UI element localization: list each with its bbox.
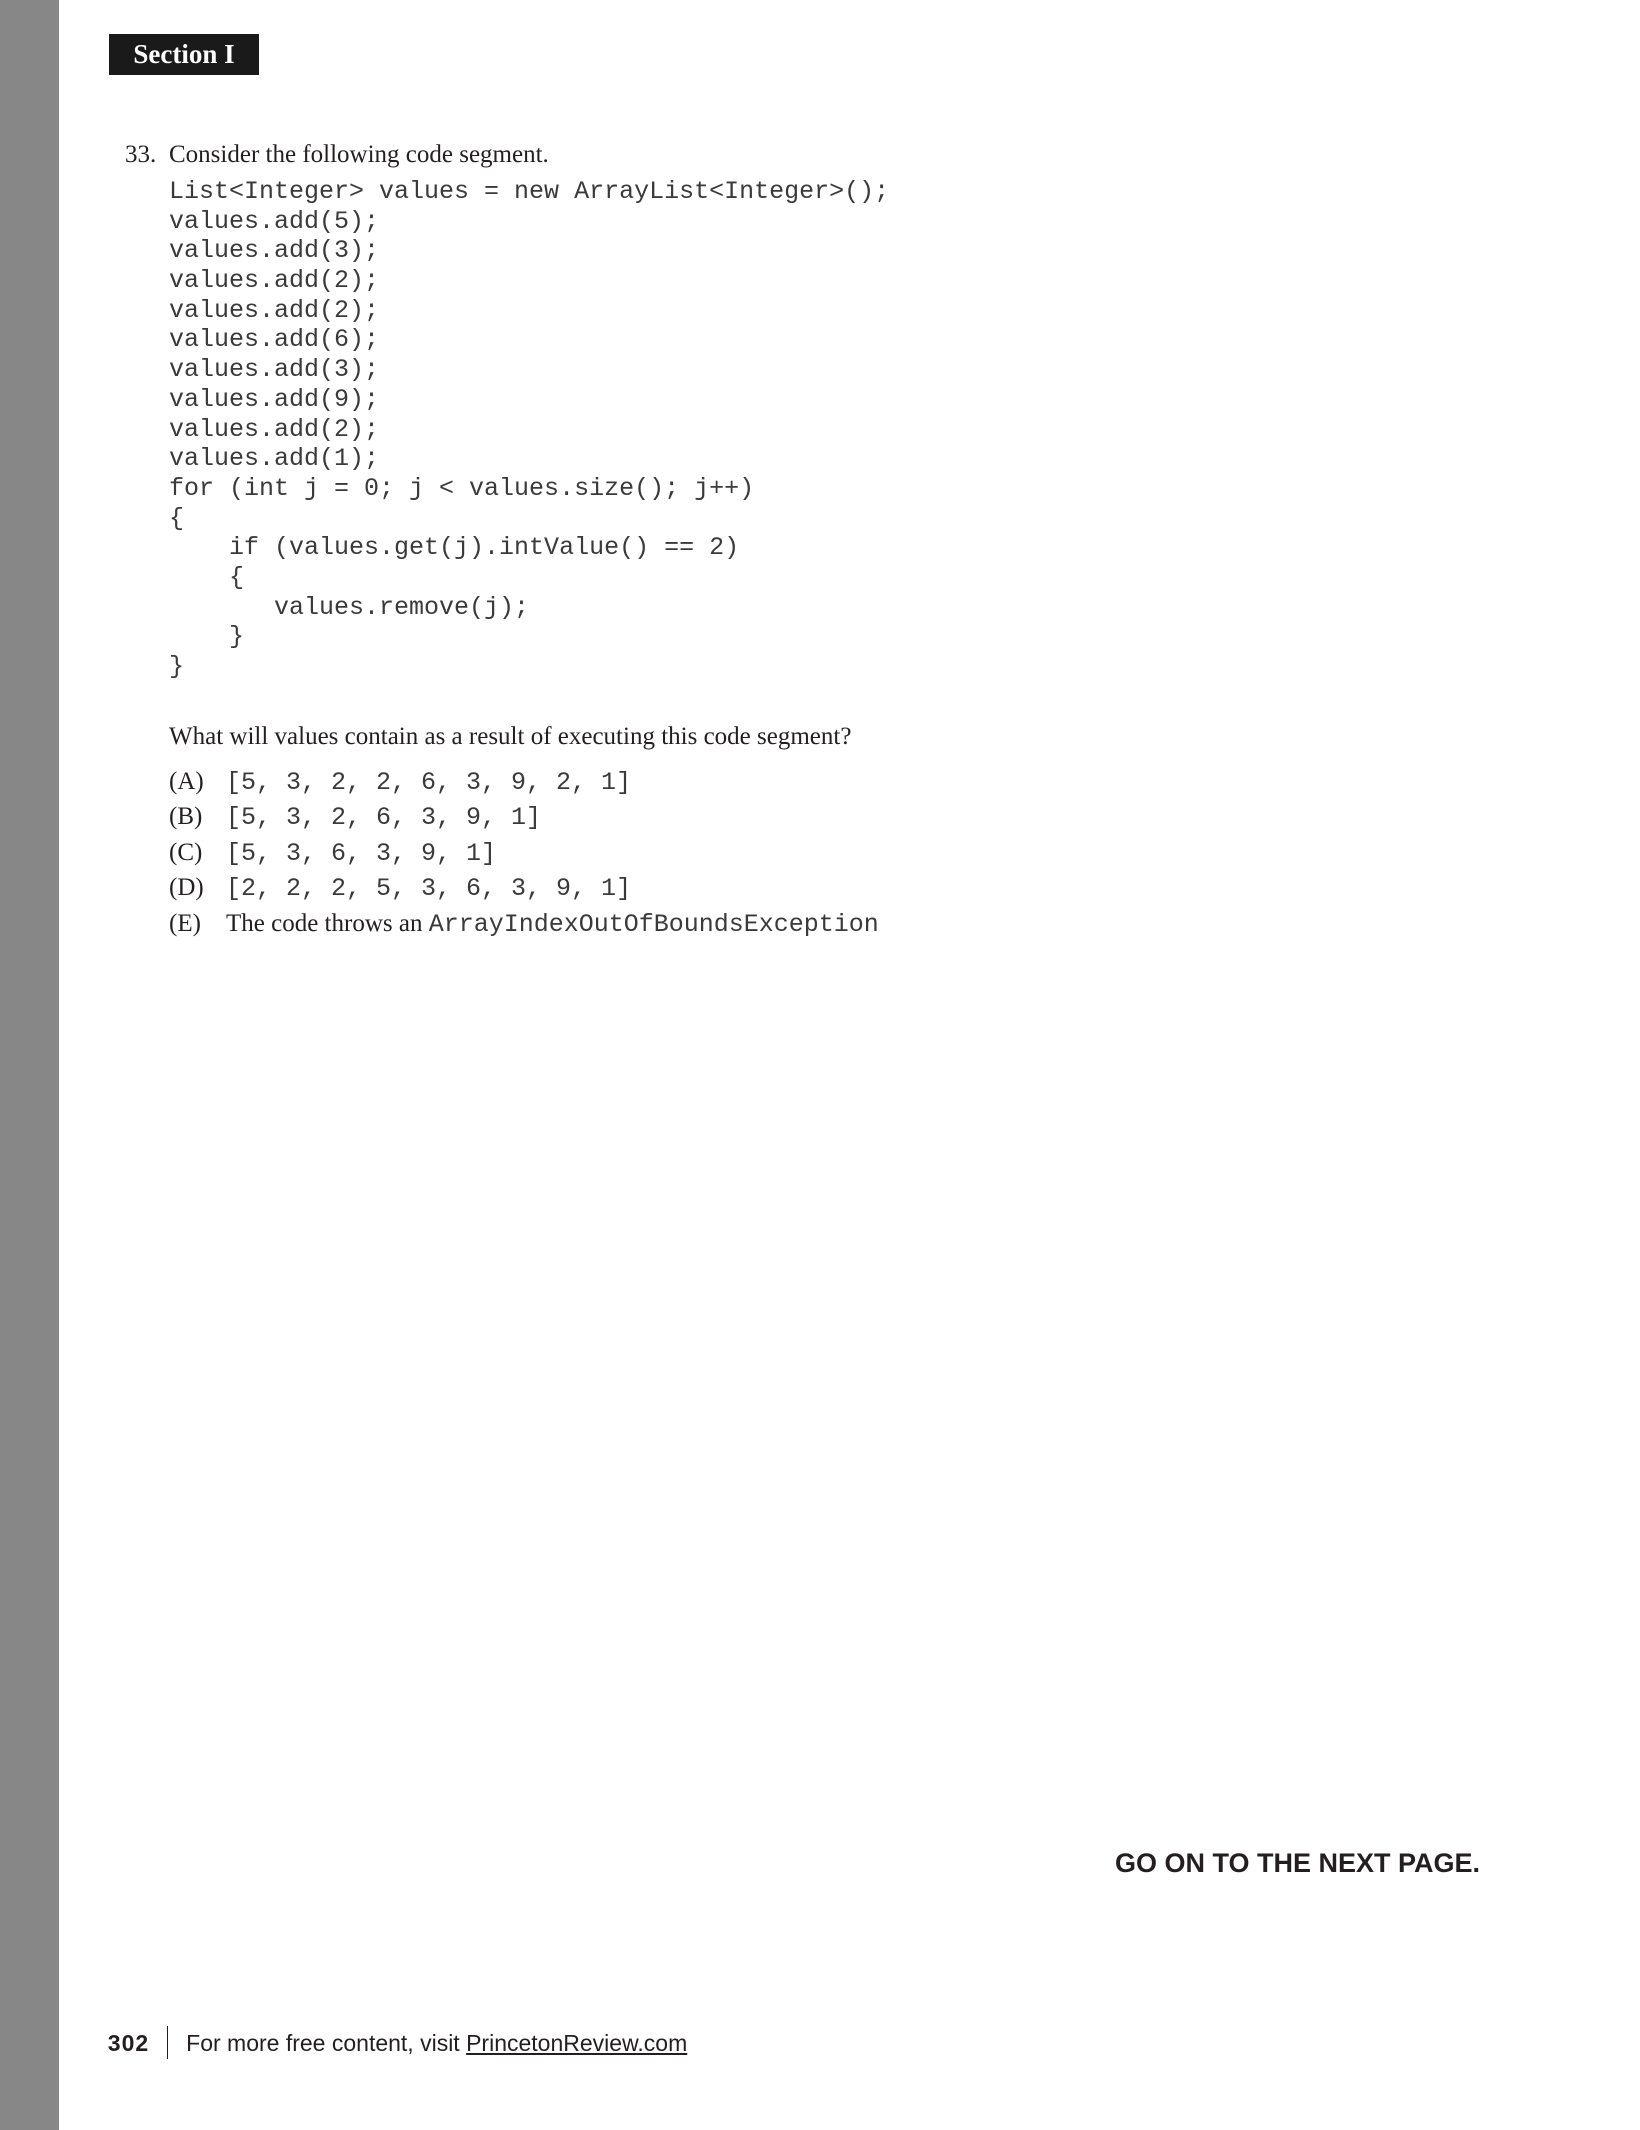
choice-text: [2, 2, 2, 5, 3, 6, 3, 9, 1] — [226, 874, 632, 904]
code-line: values.add(3); — [169, 355, 380, 385]
code-line: values.add(3); — [169, 236, 380, 266]
page-number: 302 — [107, 2030, 150, 2056]
choice-code: ArrayIndexOutOfBoundsException — [428, 909, 879, 939]
choice-b[interactable] — [169, 799, 1325, 835]
choice-letter: (A) — [169, 767, 204, 795]
question-block — [125, 138, 1325, 941]
page-side-bar — [0, 0, 59, 2130]
code-line: values.add(2); — [169, 266, 380, 296]
choice-text: [5, 3, 2, 6, 3, 9, 1] — [226, 803, 542, 833]
footer-prefix: For more free content, visit — [186, 2030, 467, 2056]
footer-divider — [167, 2026, 168, 2059]
choice-c[interactable] — [169, 835, 1325, 871]
code-line: if (values.get(j).intValue() == 2) — [169, 533, 740, 563]
go-on-notice: GO ON TO THE NEXT PAGE. — [1115, 1848, 1481, 1878]
code-line: } — [169, 622, 245, 652]
choice-letter: (B) — [169, 803, 203, 831]
question-number: 33. — [125, 141, 157, 168]
page-footer — [95, 1989, 688, 2056]
code-line: values.add(2); — [169, 295, 380, 325]
code-segment — [169, 177, 1325, 682]
question-prompt: What will values contain as a result of executing this code segment? — [169, 722, 852, 750]
choice-letter: (E) — [169, 909, 201, 937]
choice-a[interactable] — [169, 764, 1325, 800]
code-line: { — [169, 562, 245, 592]
question-stem: Consider the following code segment. — [169, 141, 549, 168]
choice-d[interactable] — [169, 870, 1325, 906]
choice-text: The code throws an — [226, 909, 429, 937]
footer-text — [186, 2025, 687, 2061]
code-line: values.add(2); — [169, 414, 380, 444]
choice-letter: (D) — [169, 874, 204, 902]
code-line: values.remove(j); — [169, 592, 530, 622]
code-line: for (int j = 0; j < values.size(); j++) — [169, 473, 755, 503]
code-line: values.add(5); — [169, 206, 380, 236]
code-line: values.add(1); — [169, 444, 380, 474]
question-header — [125, 138, 1325, 172]
code-line: values.add(9); — [169, 384, 380, 414]
code-line: List<Integer> values = new ArrayList<Integer>(); — [169, 177, 890, 206]
code-line: { — [169, 503, 185, 533]
choice-text: [5, 3, 6, 3, 9, 1] — [226, 838, 497, 868]
footer-link[interactable]: PrincetonReview.com — [466, 2030, 688, 2056]
answer-choices — [169, 764, 1325, 942]
code-line: } — [169, 652, 185, 681]
choice-letter: (C) — [169, 838, 203, 866]
choice-e[interactable] — [169, 906, 1325, 942]
code-line: values.add(6); — [169, 325, 380, 355]
choice-text: [5, 3, 2, 2, 6, 3, 9, 2, 1] — [226, 767, 632, 797]
section-tab: Section I — [109, 34, 259, 75]
